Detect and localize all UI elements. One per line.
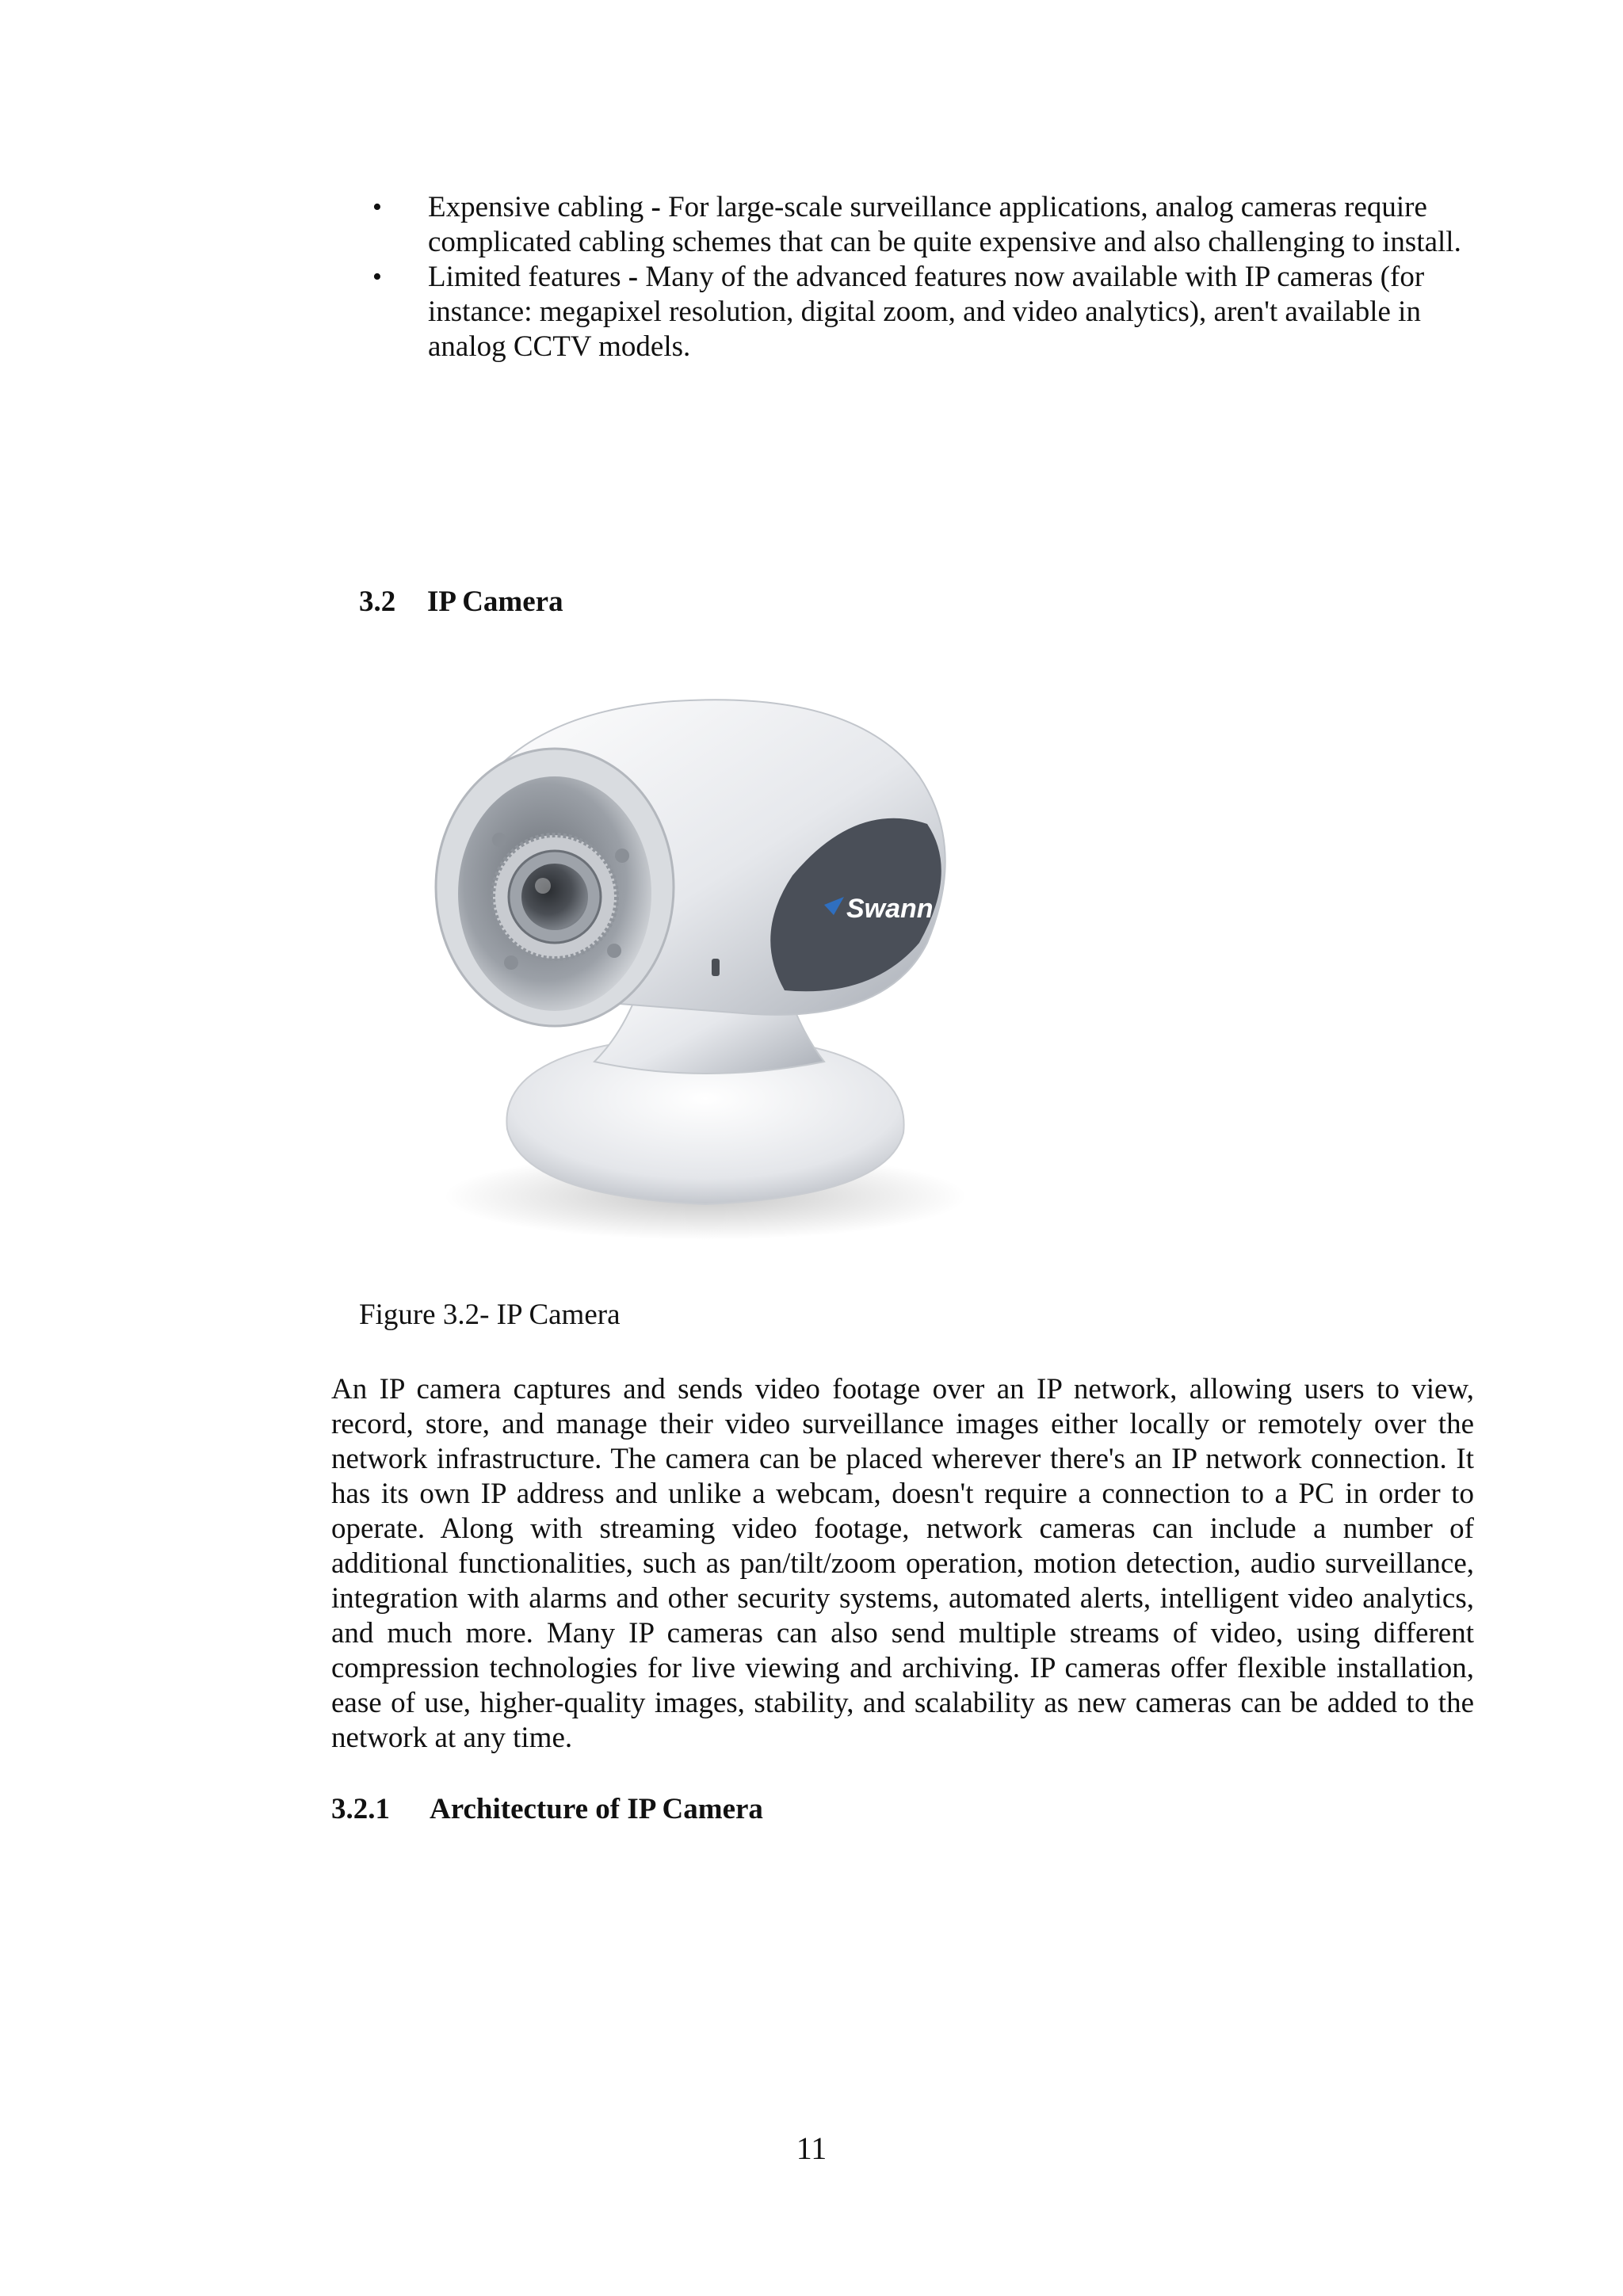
figure-caption: Figure 3.2- IP Camera [359,1299,621,1331]
subsection-heading [331,1792,763,1827]
bullet-text: For large-scale surveillance applications, analog cameras require complicated cabling schemes that can be quite expensive and also challenging to install. [428,191,1461,258]
bullet-icon: • [372,262,382,292]
swann-logo-text: Swann [846,894,934,924]
subsection-title: Architecture of IP Camera [430,1793,763,1825]
lens-highlight [535,878,551,894]
bullet-icon: • [372,193,382,222]
section-heading [359,585,563,620]
bullet-list [372,190,1482,364]
page-number: 11 [796,2130,827,2166]
bullet-term: Expensive cabling [428,191,651,223]
body-paragraph: An IP camera captures and sends video footage over an IP network, allowing users to view, record, store, and manage their video surveillance images either locally or remotely over the network infrastructure. The camera can be placed wherever there's an IP network connection. It has its own IP address and unlike a webcam, doesn't require a connection to a PC in order to operate. Along with streaming video footage, network cameras can include a number of additional functionalities, such as pan/tilt/zoom operation, motion detection, audio surveillance, integration with alarms and other security systems, automated alerts, intelligent video analytics, and much more. Many IP cameras can also send multiple streams of video, using different compression technologies for live viewing and archiving. IP cameras offer flexible installation, ease of use, higher-quality images, stability, and scalability as new cameras can be added to the network at any time. [331,1373,1474,1754]
status-led-icon [712,959,720,976]
ir-led-icon [504,955,518,970]
section-number: 3.2 [359,585,396,618]
ir-led-icon [492,833,506,847]
bullet-item [372,190,1482,260]
lens [521,864,588,930]
bullet-separator: - [628,261,646,293]
section-title: IP Camera [427,585,563,618]
ir-led-icon [615,849,629,863]
subsection-number: 3.2.1 [331,1793,390,1825]
bullet-item [372,260,1482,364]
bullet-text: Many of the advanced features now available with IP cameras (for instance: megapixel resolution, digital zoom, and video analytics), aren't available in analog CCTV models. [428,261,1425,363]
bullet-separator: - [651,191,669,223]
ir-led-icon [607,944,621,958]
ip-camera-image [412,689,999,1260]
bullet-term: Limited features [428,261,628,293]
